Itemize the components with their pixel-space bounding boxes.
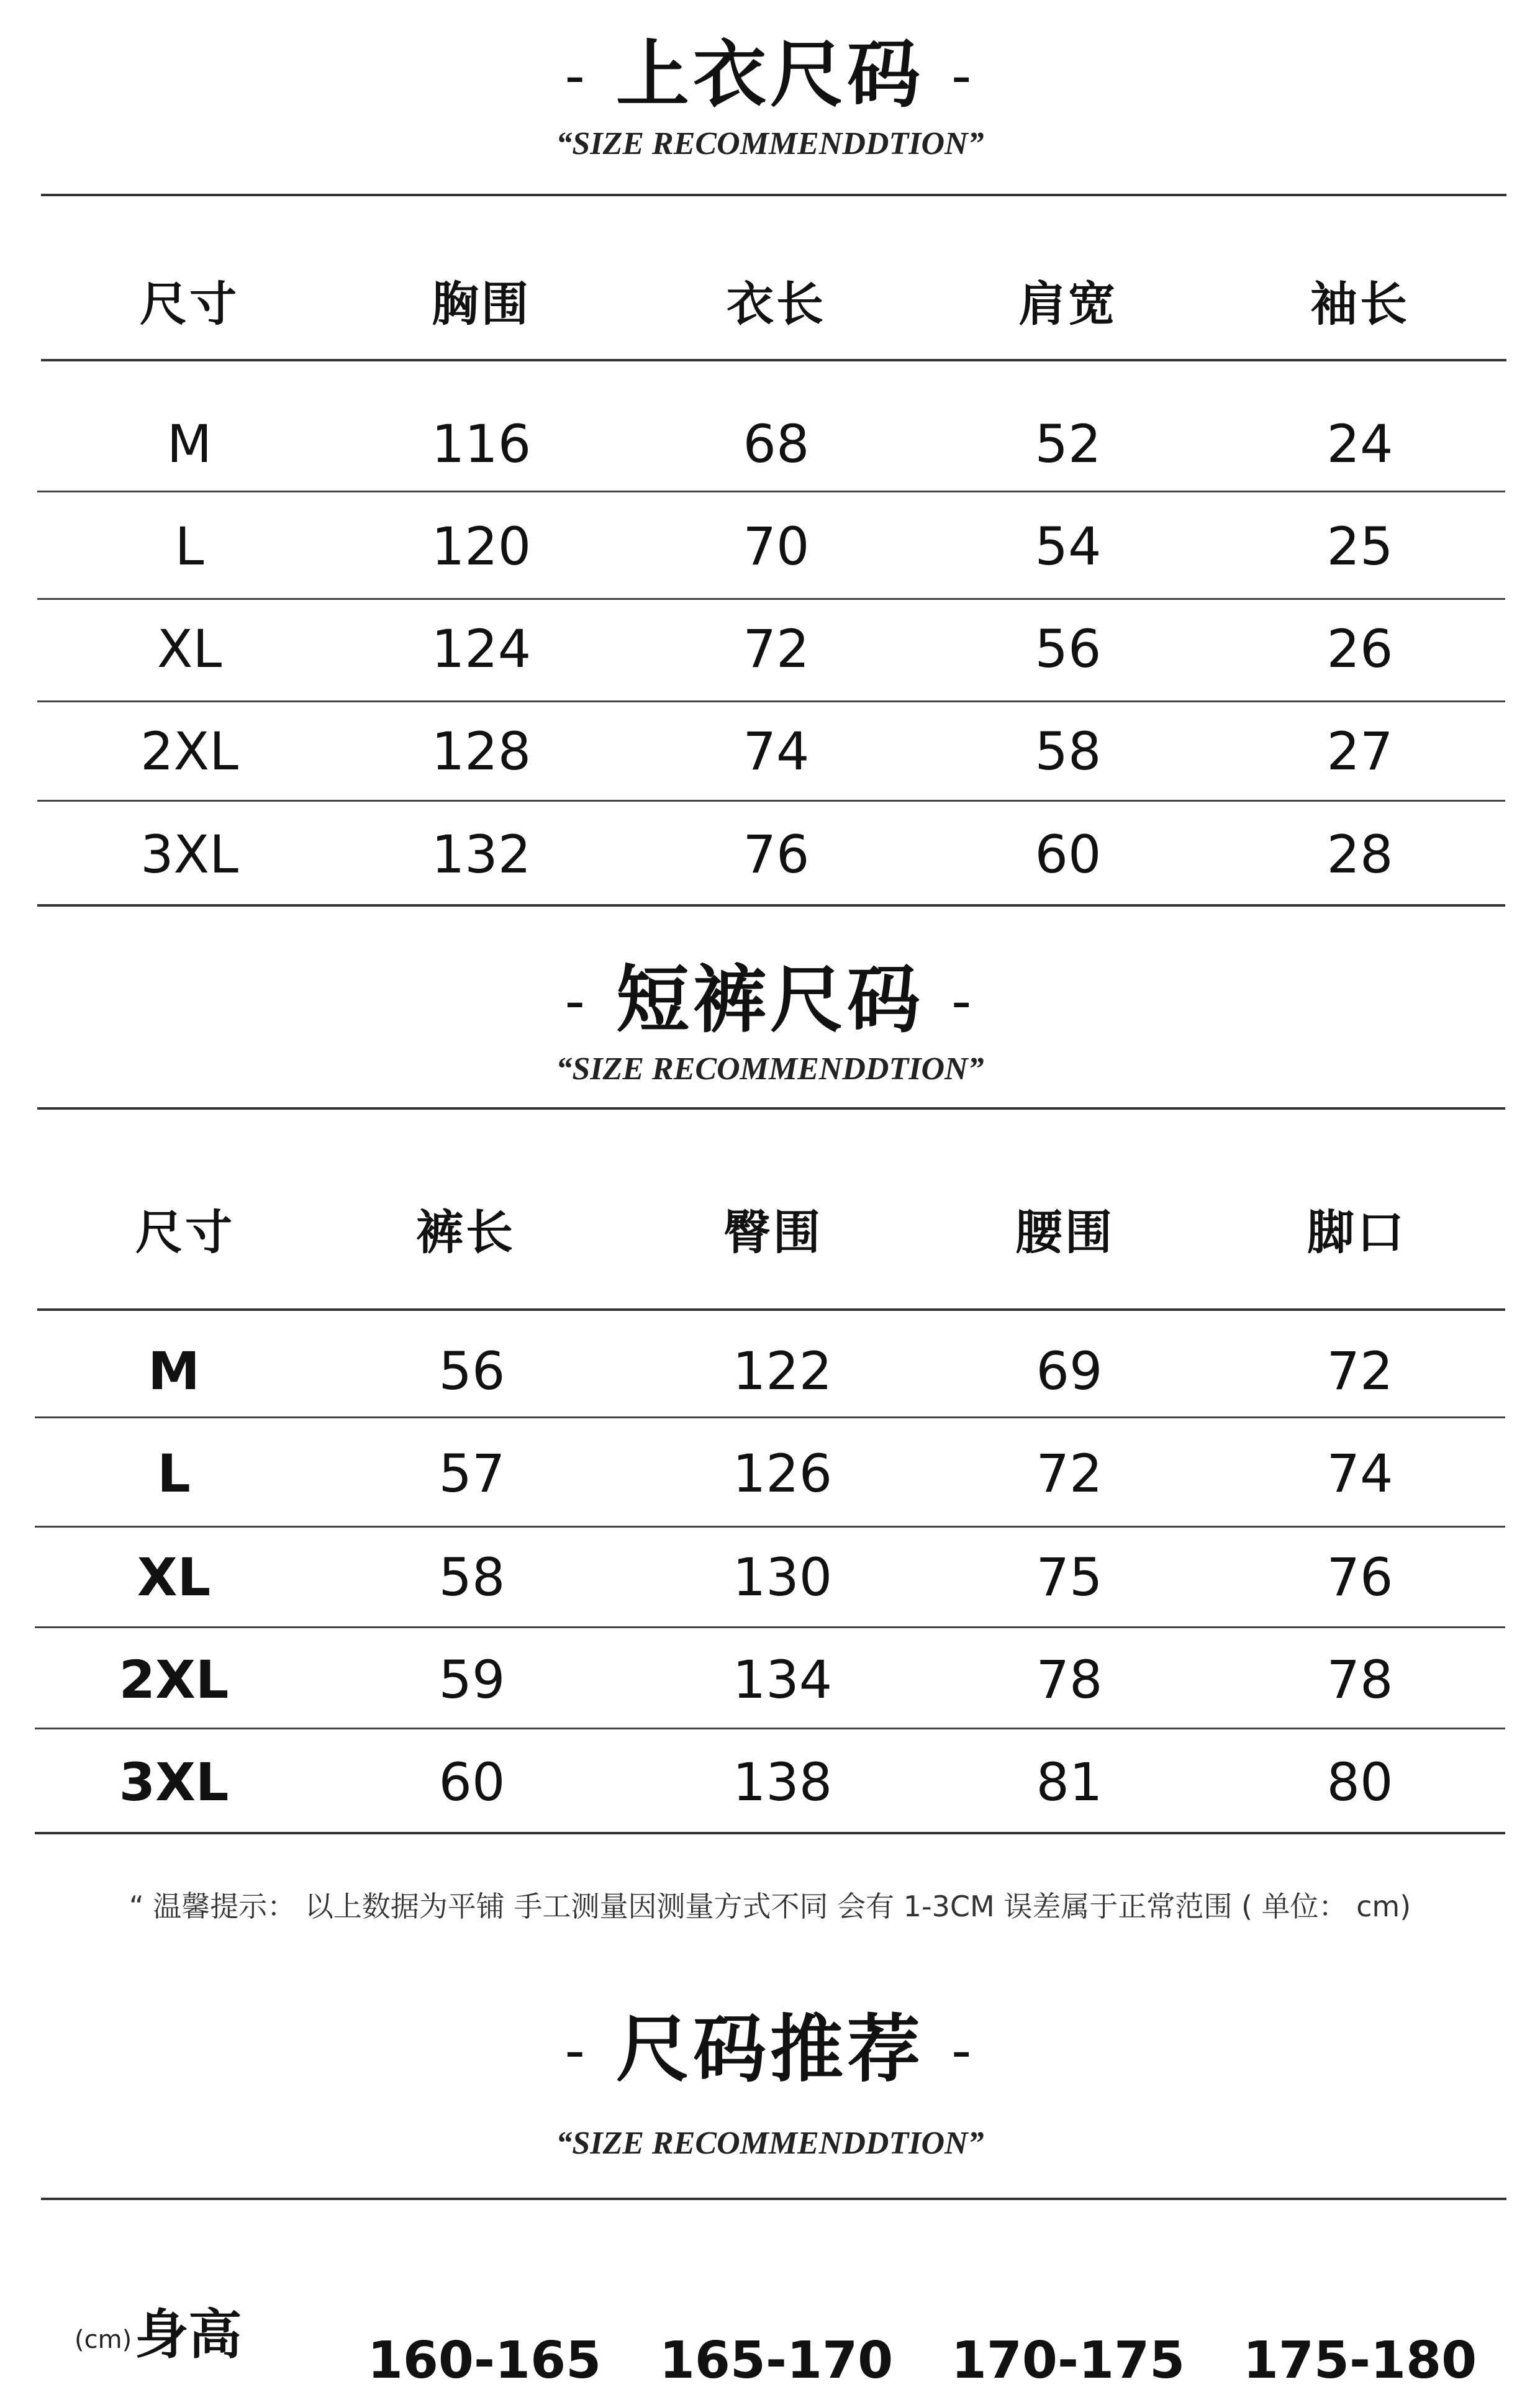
length-cell: 68 <box>743 414 810 474</box>
header-hip: 臀围 <box>723 1205 823 1260</box>
table-row <box>0 817 1540 892</box>
header-shoulder: 肩宽 <box>1018 276 1118 332</box>
header-size: 尺寸 <box>140 276 239 332</box>
recommend-subtitle: “SIZE RECOMMENDDTION” <box>556 2126 984 2161</box>
row-divider <box>35 1626 1505 1628</box>
row-divider <box>37 491 1505 492</box>
shorts-table-header-row <box>0 1195 1540 1270</box>
top-size-subtitle: “SIZE RECOMMENDDTION” <box>556 126 984 161</box>
leg-opening-cell: 78 <box>1326 1649 1393 1710</box>
size-cell: M <box>166 414 212 474</box>
row-divider <box>35 1416 1505 1418</box>
leg-opening-cell: 72 <box>1326 1341 1393 1402</box>
table-row <box>0 1745 1540 1819</box>
header-chest: 胸围 <box>432 276 531 332</box>
shoulder-cell: 60 <box>1035 824 1102 885</box>
table-row <box>0 1334 1540 1408</box>
length-cell: 74 <box>743 721 810 782</box>
table-row <box>0 612 1540 686</box>
size-cell: L <box>157 1443 191 1504</box>
length-cell: 76 <box>743 824 810 885</box>
top-size-title-text: 上衣尺码 <box>615 32 924 117</box>
chest-cell: 120 <box>431 516 532 577</box>
size-cell: 2XL <box>140 721 238 782</box>
row-divider <box>37 598 1505 600</box>
table-row <box>0 714 1540 789</box>
chest-cell: 128 <box>431 721 532 782</box>
shorts-table-top-rule <box>37 1107 1505 1110</box>
waist-cell: 69 <box>1036 1341 1103 1402</box>
top-table-top-rule <box>41 194 1506 196</box>
sleeve-cell: 25 <box>1326 516 1393 577</box>
shoulder-cell: 54 <box>1035 516 1102 577</box>
size-cell: L <box>174 516 204 577</box>
size-cell: M <box>148 1341 200 1402</box>
title-dash-right: - <box>951 969 976 1034</box>
table-row <box>0 1642 1540 1717</box>
header-sleeve: 袖长 <box>1310 276 1410 332</box>
sleeve-cell: 24 <box>1326 414 1393 474</box>
shoulder-cell: 56 <box>1035 618 1102 679</box>
header-waist: 腰围 <box>1015 1205 1115 1260</box>
height-label <box>75 2291 242 2368</box>
pants-length-cell: 60 <box>438 1752 505 1813</box>
header-size: 尺寸 <box>135 1205 235 1260</box>
shorts-size-title <box>0 956 1540 1045</box>
pants-length-cell: 56 <box>438 1341 505 1402</box>
top-table-bottom-rule <box>37 904 1505 907</box>
hip-cell: 126 <box>732 1443 833 1504</box>
height-range: 175-180 <box>1243 2331 1477 2390</box>
title-dash-right: - <box>951 2018 976 2083</box>
measurement-note: “ 温馨提示： 以上数据为平铺 手工测量因测量方式不同 会有 1-3CM 误差属于正常范围 ( 单位： cm) <box>129 1890 1411 1923</box>
height-range: 160-165 <box>367 2331 602 2390</box>
table-row <box>0 1436 1540 1511</box>
size-cell: XL <box>156 618 222 679</box>
size-cell: 3XL <box>119 1752 229 1813</box>
header-leg-opening: 脚口 <box>1307 1205 1406 1260</box>
length-cell: 70 <box>743 516 810 577</box>
header-length: 衣长 <box>727 276 826 332</box>
row-divider <box>35 1728 1505 1729</box>
sleeve-cell: 28 <box>1326 824 1393 885</box>
leg-opening-cell: 80 <box>1326 1752 1393 1813</box>
size-cell: 2XL <box>119 1649 229 1710</box>
size-cell: XL <box>137 1547 211 1608</box>
sleeve-cell: 26 <box>1326 618 1393 679</box>
table-row <box>0 509 1540 584</box>
height-range: 170-175 <box>951 2331 1185 2390</box>
pants-length-cell: 59 <box>438 1649 505 1710</box>
leg-opening-cell: 74 <box>1326 1443 1393 1504</box>
top-table-header-rule <box>41 359 1506 361</box>
sleeve-cell: 27 <box>1326 721 1393 782</box>
size-cell: 3XL <box>140 824 238 885</box>
title-dash-left: - <box>564 969 589 1034</box>
table-row <box>0 1540 1540 1615</box>
leg-opening-cell: 76 <box>1326 1547 1393 1608</box>
hip-cell: 122 <box>732 1341 833 1402</box>
title-dash-right: - <box>951 43 976 109</box>
pants-length-cell: 57 <box>438 1443 505 1504</box>
height-range: 165-170 <box>659 2331 894 2390</box>
height-label-text: 身高 <box>135 2304 242 2366</box>
pants-length-cell: 58 <box>438 1547 505 1608</box>
title-dash-left: - <box>564 2018 589 2083</box>
hip-cell: 138 <box>732 1752 833 1813</box>
recommend-top-rule <box>41 2198 1506 2200</box>
top-size-title <box>0 31 1540 120</box>
chest-cell: 132 <box>431 824 532 885</box>
recommend-title <box>0 2006 1540 2095</box>
shorts-table-bottom-rule <box>35 1832 1505 1834</box>
recommend-title-text: 尺码推荐 <box>615 2006 924 2092</box>
row-divider <box>35 1526 1505 1528</box>
waist-cell: 75 <box>1036 1547 1103 1608</box>
waist-cell: 81 <box>1036 1752 1103 1813</box>
shorts-table-header-rule <box>37 1308 1505 1311</box>
waist-cell: 72 <box>1036 1443 1103 1504</box>
row-divider <box>37 800 1505 802</box>
length-cell: 72 <box>743 618 810 679</box>
chest-cell: 124 <box>431 618 532 679</box>
waist-cell: 78 <box>1036 1649 1103 1710</box>
shorts-size-subtitle: “SIZE RECOMMENDDTION” <box>556 1051 984 1087</box>
hip-cell: 134 <box>732 1649 833 1710</box>
shoulder-cell: 58 <box>1035 721 1102 782</box>
shorts-size-title-text: 短裤尺码 <box>615 957 924 1043</box>
hip-cell: 130 <box>732 1547 833 1608</box>
top-table-header-row <box>0 267 1540 342</box>
shoulder-cell: 52 <box>1035 414 1102 474</box>
row-divider <box>37 700 1505 702</box>
header-pants-length: 裤长 <box>416 1205 515 1260</box>
chest-cell: 116 <box>431 414 532 474</box>
table-row <box>0 407 1540 481</box>
title-dash-left: - <box>564 43 589 109</box>
unit-label: (cm) <box>75 2326 132 2354</box>
